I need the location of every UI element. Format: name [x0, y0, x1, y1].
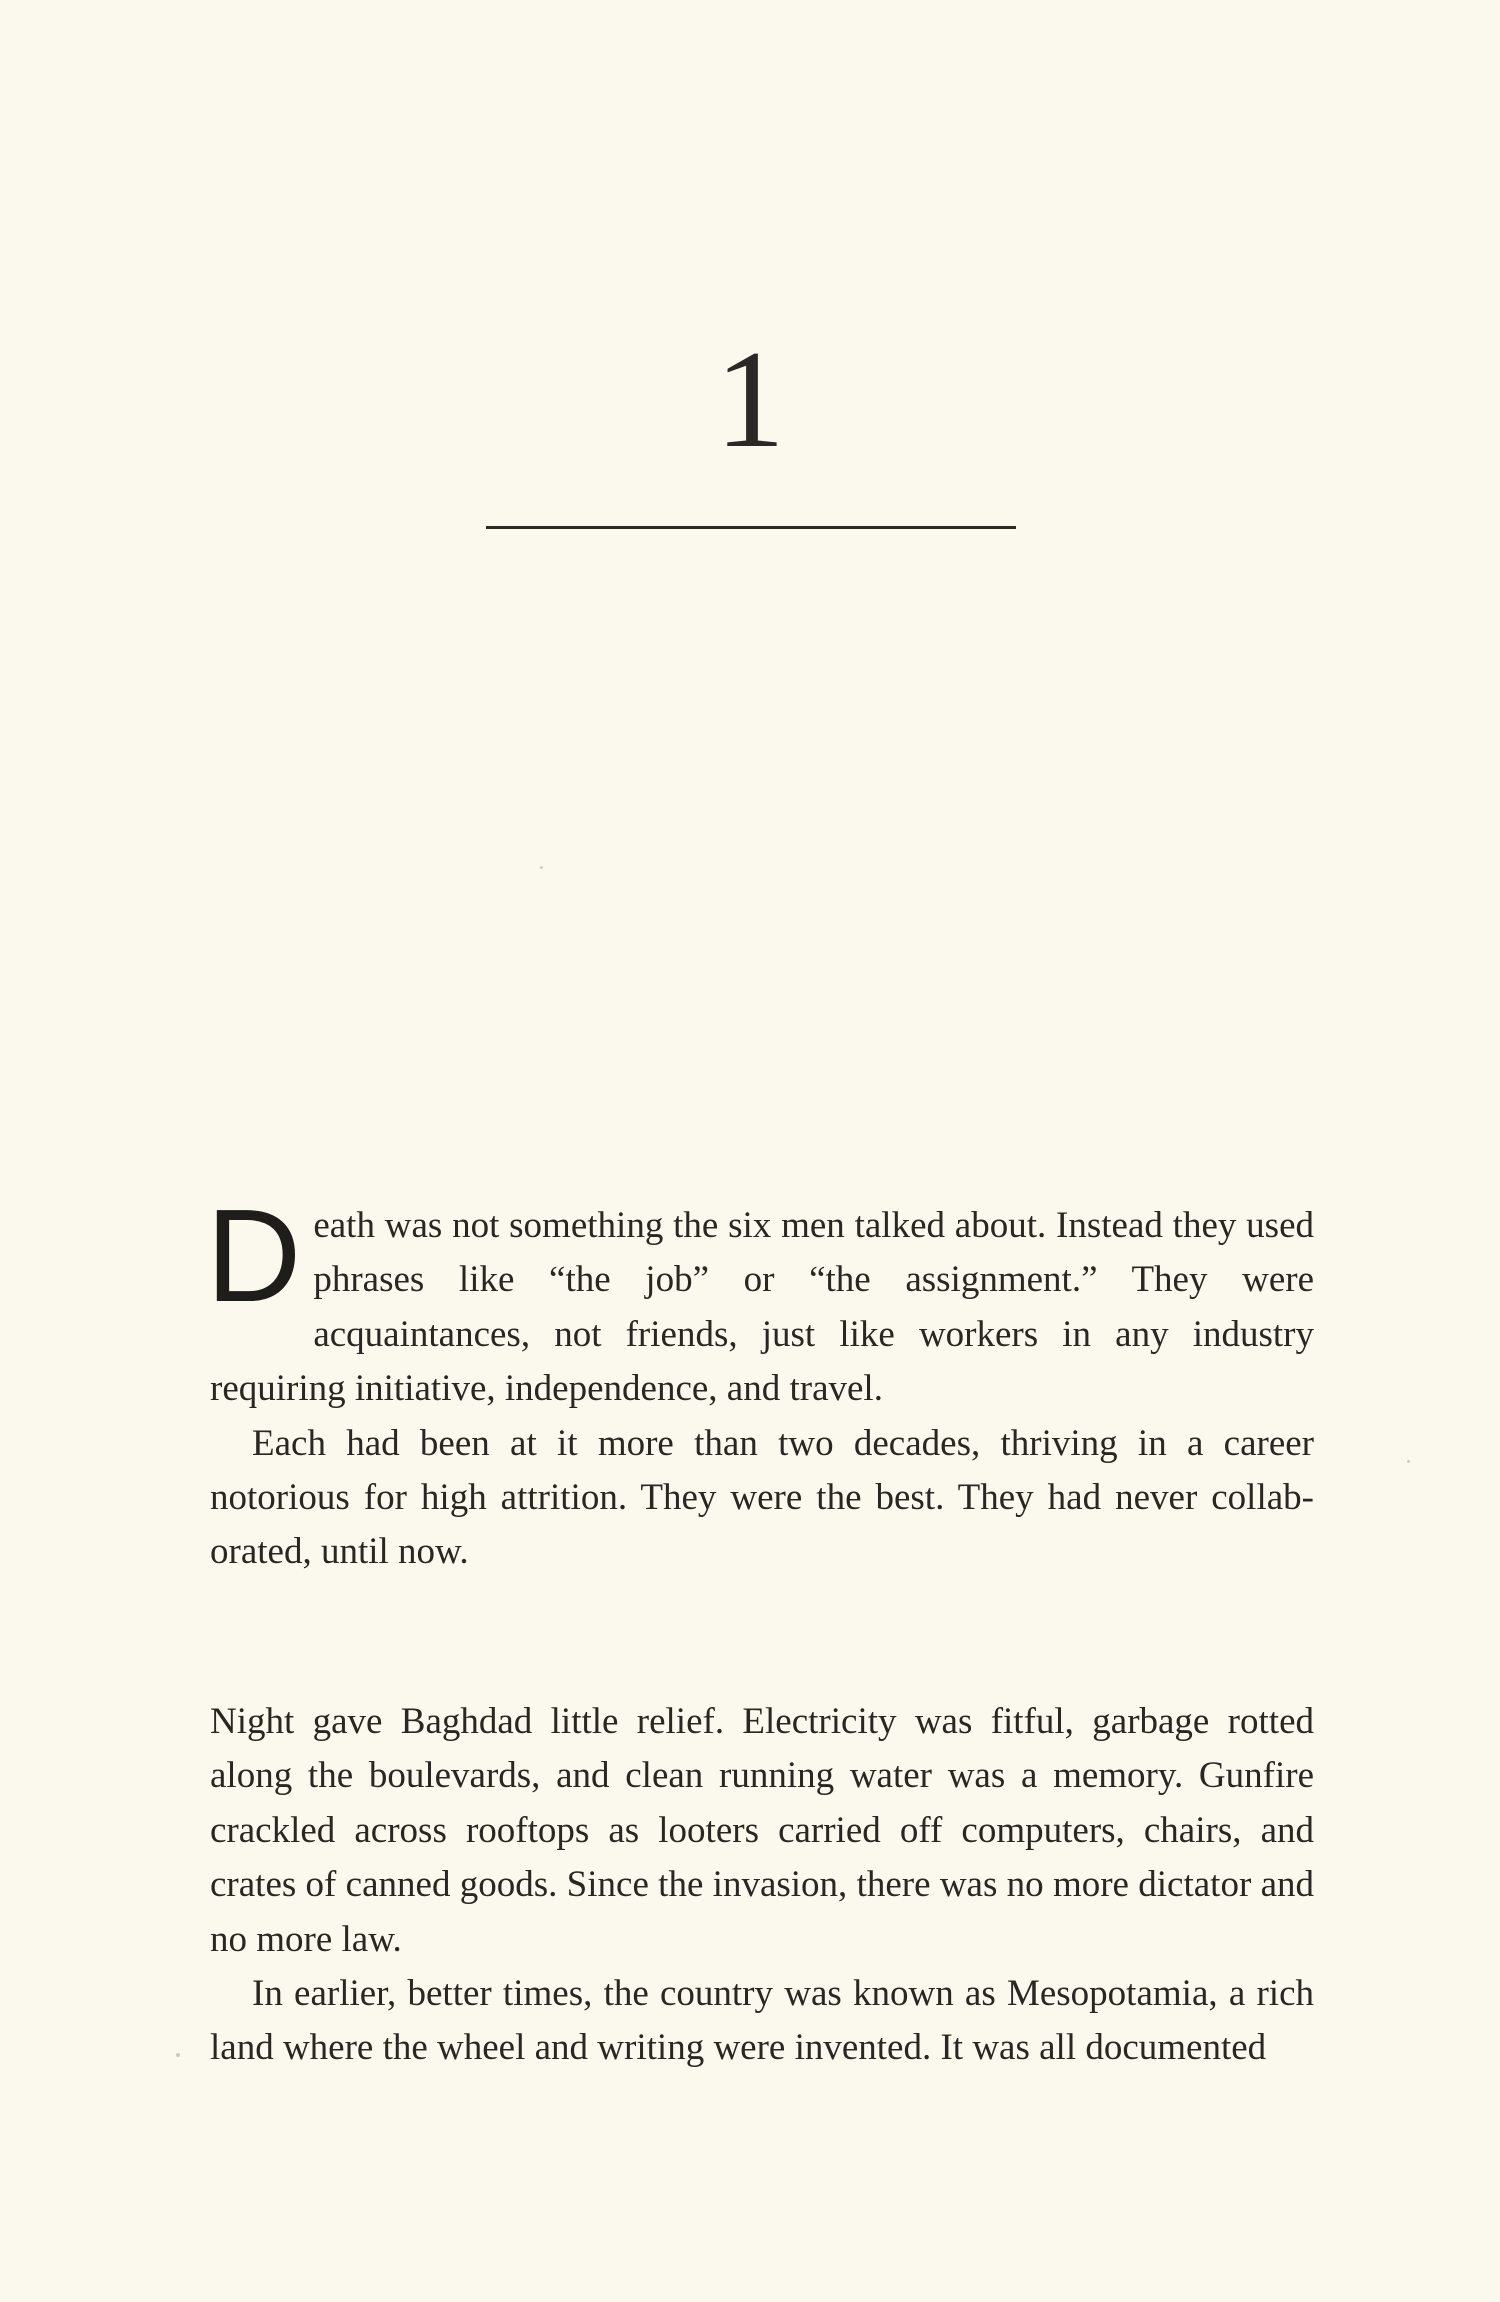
drop-cap: D	[206, 1182, 302, 1329]
chapter-number: 1	[715, 322, 785, 477]
page-speck	[1407, 1460, 1410, 1463]
baghdad-section	[210, 1695, 1314, 2076]
opening-paragraph-text: eath was not something the six men talked about. Instead they used phrases like “the job” or “the assignment.” They were acquaintances, not friends, just like workers in any industry requiring initiative, independence, and travel.	[210, 1205, 1314, 1410]
opening-paragraph	[206, 1182, 1314, 1417]
second-paragraph: Each had been at it more than two decades, thriving in a career notorious for high attrition. They were the best. They had never collaborated, until now.	[210, 1422, 1314, 1573]
baghdad-paragraph: Night gave Baghdad little relief. Electricity was fitful, garbage rotted along the boulevards, and clean running water was a memory. Gunfire crackled across rooftops as looters carried off computers, chairs, and crates of canned goods. Since the invasion, there was no more dictator and no more law.	[210, 1701, 1314, 1960]
opening-section	[206, 1182, 1314, 1580]
chapter-divider	[486, 526, 1016, 529]
mesopotamia-paragraph: In earlier, better times, the country was known as Mesopotamia, a rich land where the wheel and writing were invented. It was all documented	[210, 1973, 1314, 2069]
page-speck	[540, 866, 543, 869]
page-speck	[176, 2053, 180, 2057]
